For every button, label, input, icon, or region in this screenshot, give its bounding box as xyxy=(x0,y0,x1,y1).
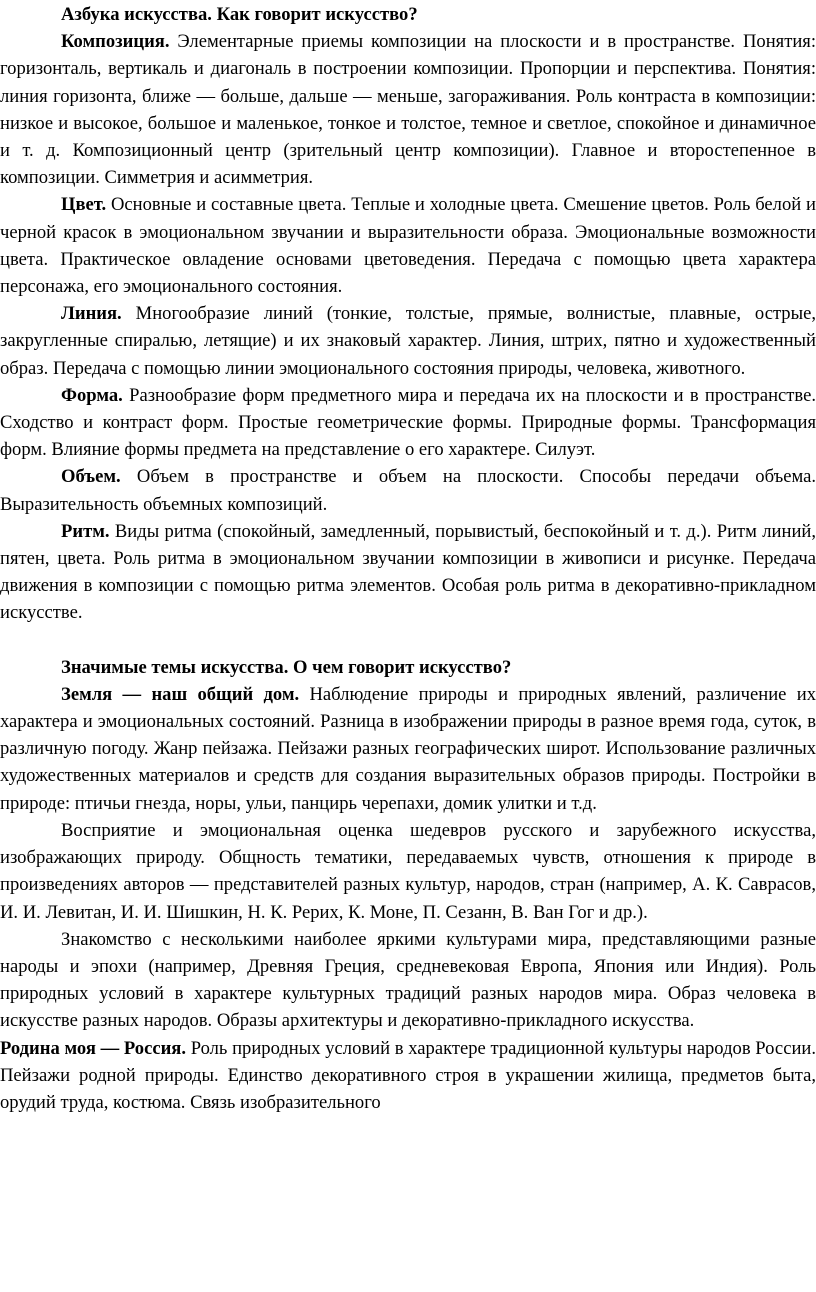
section-gap xyxy=(0,627,816,654)
term-homeland-russia: Родина моя — Россия. xyxy=(0,1037,187,1059)
term-volume: Объем. xyxy=(61,466,121,488)
paragraph-rhythm: Ритм. Виды ритма (спокойный, замедленный, порывистый, беспокойный и т. д.). Ритм линий, пятен, цвета. Роль ритма в эмоциональном звучании композиции в живописи и рисунке. Передача движения в композиции с помощью ритма элементов. Особая роль ритма в декоративно-прикладном искусстве. xyxy=(0,520,816,624)
term-rhythm: Ритм. xyxy=(61,520,110,542)
paragraph-perception: Восприятие и эмоциональная оценка шедевров русского и зарубежного искусства, изображающих природу. Общность тематики, передаваемых чувств, отношения к природе в произведениях авторов — представителей разных культур, народов, стран (например, А. К. Саврасов, И. И. Левитан, И. И. Шишкин, Н. К. Рерих, К. Моне, П. Сезанн, В. Ван Гог и др.). xyxy=(0,819,816,923)
paragraph-homeland-russia: Родина моя — Россия. Роль природных условий в характере традиционной культуры народов России. Пейзажи родной природы. Единство декоративного строя в украшении жилища, предметов быта, орудий труда, костюма. Связь изобразительного xyxy=(0,1037,816,1113)
paragraph-form: Форма. Разнообразие форм предметного мира и передача их на плоскости и в пространстве. Сходство и контраст форм. Простые геометрические формы. Природные формы. Трансформация форм. Влияние формы предмета на представление о его характере. Силуэт. xyxy=(0,384,816,461)
paragraph-volume: Объем. Объем в пространстве и объем на плоскости. Способы передачи объема. Выразительность объемных композиций. xyxy=(0,466,816,515)
term-earth-our-home: Земля — наш общий дом. xyxy=(61,683,300,705)
paragraph-cultures: Знакомство с несколькими наиболее яркими культурами мира, представляющими разные народы и эпохи (например, Древняя Греция, средневековая Европа, Япония или Индия). Роль природных условий в характере культурных традиций разных народов мира. Образ человека в искусстве разных народов. Образы архитектуры и декоративно-прикладного искусства. xyxy=(0,928,816,1032)
paragraph-composition: Композиция. Элементарные приемы композиции на плоскости и в пространстве. Понятия: горизонталь, вертикаль и диагональ в построении композиции. Пропорции и перспектива. Понятия: линия горизонта, ближе — больше, дальше — меньше, загораживания. Роль контраста в композиции: низкое и высокое, большое и маленькое, тонкое и толстое, темное и светлое, спокойное и динамичное и т. д. Композиционный центр (зрительный центр композиции). Главное и второстепенное в композиции. Симметрия и асимметрия. xyxy=(0,31,816,189)
term-line: Линия. xyxy=(61,303,122,325)
term-composition: Композиция. xyxy=(61,31,170,53)
section-heading-significant-themes: Значимые темы искусства. О чем говорит искусство? xyxy=(61,656,512,678)
section-heading-art-alphabet: Азбука искусства. Как говорит искусство? xyxy=(61,4,418,25)
term-color: Цвет. xyxy=(61,194,107,216)
paragraph-earth-our-home: Земля — наш общий дом. Наблюдение природы и природных явлений, различение их характера и эмоциональных состояний. Разница в изображении природы в разное время года, суток, в различную погоду. Жанр пейзажа. Пейзажи разных географических широт. Использование различных художественных материалов и средств для создания выразительных образов природы. Постройки в природе: птичьи гнезда, норы, ульи, панцирь черепахи, домик улитки и т.д. xyxy=(0,683,816,814)
document-body xyxy=(0,1,816,1116)
paragraph-line: Линия. Многообразие линий (тонкие, толстые, прямые, волнистые, плавные, острые, закругленные спиралью, летящие) и их знаковый характер. Линия, штрих, пятно и художественный образ. Передача с помощью линии эмоционального состояния природы, человека, животного. xyxy=(0,303,816,379)
paragraph-color: Цвет. Основные и составные цвета. Теплые и холодные цвета. Смешение цветов. Роль белой и черной красок в эмоциональном звучании и выразительности образа. Эмоциональные возможности цвета. Практическое овладение основами цветоведения. Передача с помощью цвета характера персонажа, его эмоционального состояния. xyxy=(0,194,816,298)
term-form: Форма. xyxy=(61,384,123,406)
